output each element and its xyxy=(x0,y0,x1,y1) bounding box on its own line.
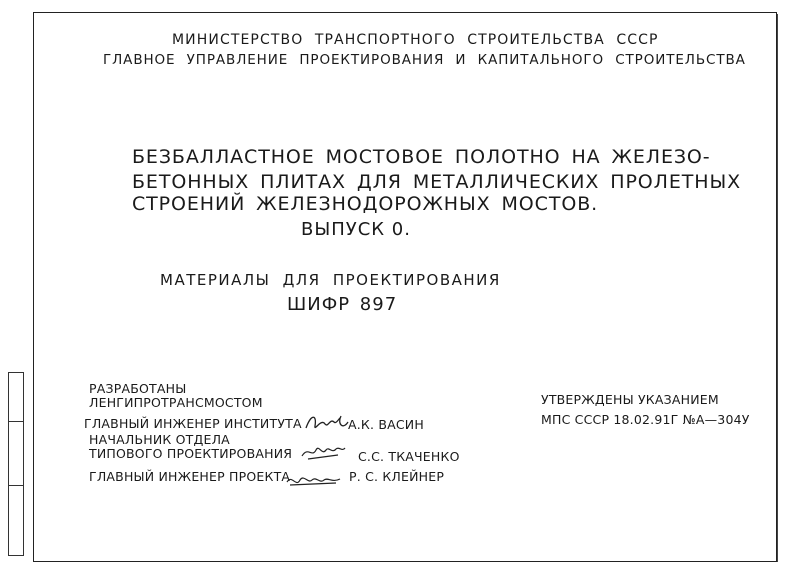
approval-line-2: МПС СССР 18.02.91Г №А—304У xyxy=(541,412,750,427)
signature-vasin-icon xyxy=(303,410,351,436)
binding-strip-divider xyxy=(9,421,23,422)
cipher-code: ШИФР 897 xyxy=(287,294,398,315)
department-head-role-line-2: ТИПОВОГО ПРОЕКТИРОВАНИЯ xyxy=(89,446,293,461)
document-title-line-1: БЕЗБАЛЛАСТНОЕ МОСТОВОЕ ПОЛОТНО НА ЖЕЛЕЗО- xyxy=(132,146,711,168)
approval-line-1: УТВЕРЖДЕНЫ УКАЗАНИЕМ xyxy=(541,392,719,407)
department-head-role-line-1: НАЧАЛЬНИК ОТДЕЛА xyxy=(89,432,230,447)
directorate-name: ГЛАВНОЕ УПРАВЛЕНИЕ ПРОЕКТИРОВАНИЯ И КАПИТАЛЬНОГО СТРОИТЕЛЬСТВА xyxy=(103,52,746,68)
document-title-line-2: БЕТОННЫХ ПЛИТАХ ДЛЯ МЕТАЛЛИЧЕСКИХ ПРОЛЕТНЫХ xyxy=(132,171,742,193)
materials-label: МАТЕРИАЛЫ ДЛЯ ПРОЕКТИРОВАНИЯ xyxy=(160,271,501,289)
ministry-name: МИНИСТЕРСТВО ТРАНСПОРТНОГО СТРОИТЕЛЬСТВА СССР xyxy=(172,32,659,48)
frame-edge-line xyxy=(777,14,778,562)
signature-kleiner-icon xyxy=(284,470,344,492)
document-title-line-3: СТРОЕНИЙ ЖЕЛЕЗНОДОРОЖНЫХ МОСТОВ. xyxy=(132,193,599,215)
name-tkachenko: С.С. ТКАЧЕНКО xyxy=(358,449,460,464)
name-kleiner: Р. С. КЛЕЙНЕР xyxy=(349,469,445,484)
binding-strip xyxy=(8,372,24,556)
chief-engineer-institute-role: ГЛАВНЫЙ ИНЖЕНЕР ИНСТИТУТА xyxy=(84,416,302,431)
binding-strip-divider xyxy=(9,485,23,486)
developer-organization: ЛЕНГИПРОТРАНСМОСТОМ xyxy=(89,395,263,410)
name-vasin: А.К. ВАСИН xyxy=(348,417,424,432)
chief-project-engineer-role: ГЛАВНЫЙ ИНЖЕНЕР ПРОЕКТА xyxy=(89,469,291,484)
developed-by-label: РАЗРАБОТАНЫ xyxy=(89,381,187,396)
issue-number: ВЫПУСК 0. xyxy=(301,219,411,240)
signature-tkachenko-icon xyxy=(298,440,348,464)
